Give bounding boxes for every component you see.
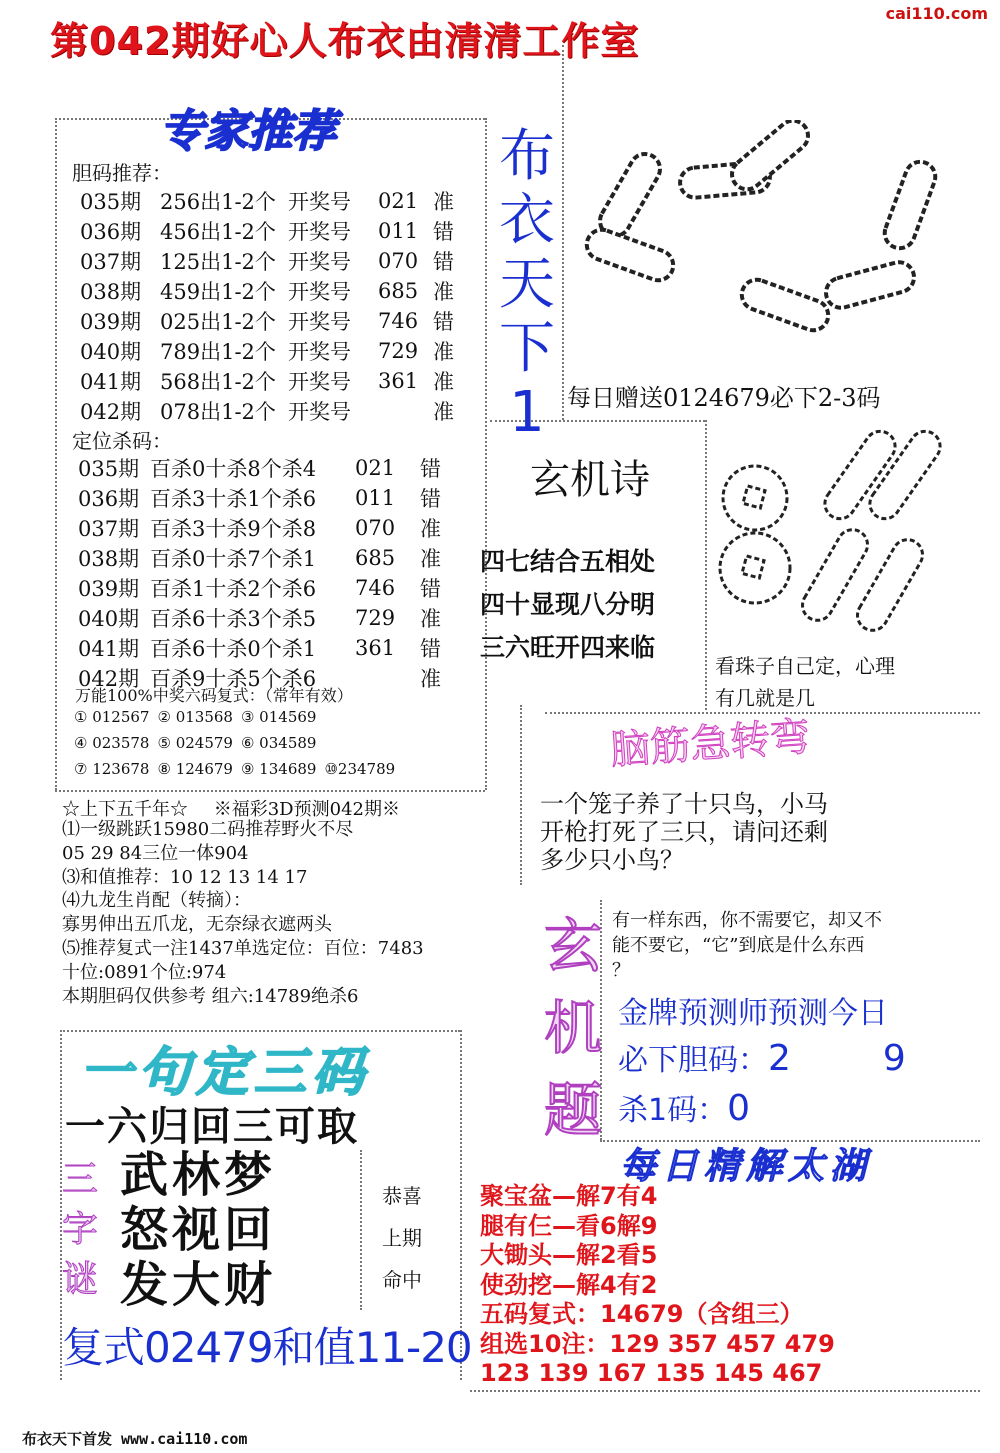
riddle-words	[120, 1148, 276, 1313]
table-row	[78, 483, 450, 513]
cell-period: 035期	[78, 457, 140, 481]
daily-gift: 每日赠送0124679必下2-3码	[567, 384, 881, 412]
divider	[55, 118, 57, 790]
riddle-char: 玄	[543, 912, 602, 980]
cell-num	[378, 396, 433, 426]
gold-title: 金牌预测师预测今日	[618, 996, 888, 1031]
taihu-line: 腿有仨—看6解9	[480, 1211, 658, 1240]
six-set: ⑨ 134689	[240, 760, 317, 778]
brain-line: 开枪打死了三只，请问还剩	[540, 818, 828, 846]
cell-pick: 256出1-2个	[160, 190, 276, 214]
must-label: 必下胆码：	[618, 1043, 768, 1078]
brain-heading: 脑筋急转弯	[608, 714, 812, 774]
cell-period: 037期	[78, 517, 140, 541]
cell-num: 021	[355, 456, 396, 480]
sentence-line: 一六归回三可取	[65, 1104, 359, 1150]
six-sets	[74, 708, 403, 786]
cell-result: 准	[420, 517, 441, 541]
riddle-line: 能不要它，“它”到底是什么东西	[612, 935, 865, 956]
cell-result: 准	[420, 547, 441, 571]
brain-line: 多少只小鸟？	[540, 846, 684, 874]
history-line: 十位:0891个位:974	[62, 961, 227, 983]
divider	[55, 790, 485, 792]
cell-pick: 456出1-2个	[160, 220, 276, 244]
cell-pick: 百杀0十杀7个杀1	[150, 547, 317, 571]
riddle-question	[612, 908, 882, 983]
cell-pick: 125出1-2个	[160, 250, 276, 274]
kill-table	[78, 453, 450, 693]
poem-line: 三六旺开四来临	[480, 633, 656, 662]
table-row	[80, 276, 463, 306]
cell-num: 685	[378, 279, 419, 303]
taihu-line: 使劲挖—解4有2	[480, 1270, 658, 1299]
cell-label: 开奖号	[288, 370, 351, 394]
six-set: ⑥ 034589	[240, 734, 317, 752]
budi-char: 衣	[499, 188, 555, 253]
table-row	[80, 366, 463, 396]
history-line: 本期胆码仅供参考 组六:14789绝杀6	[62, 985, 359, 1007]
poem-line: 四十显现八分明	[480, 590, 656, 619]
six-set: ① 012567	[74, 708, 150, 726]
history-line: ⑸推荐复式一注1437单选定位：百位：7483	[62, 937, 424, 959]
dan-title: 胆码推荐：	[72, 161, 172, 185]
must-a: 2	[768, 1038, 791, 1079]
cell-pick: 百杀3十杀9个杀8	[150, 517, 317, 541]
congrats	[382, 1175, 422, 1301]
cell-pick: 百杀6十杀0个杀1	[150, 637, 317, 661]
riddle-word: 武林梦	[120, 1147, 277, 1203]
footer-text[interactable]: 布衣天下首发 www.cai110.com	[22, 1430, 248, 1448]
poem-line: 四七结合五相处	[480, 547, 656, 576]
kill-label: 杀1码：	[618, 1093, 728, 1128]
divider	[705, 420, 707, 710]
table-row	[80, 336, 463, 366]
cell-pick: 百杀9十杀5个杀6	[150, 667, 317, 691]
history-head-right: ※福彩3D预测042期※	[213, 799, 400, 820]
budi-char: 下	[499, 316, 555, 381]
six-set: ⑩234789	[324, 760, 396, 778]
cell-period: 041期	[80, 370, 142, 394]
expert-heading: 专家推荐	[160, 106, 336, 157]
history-line: ⑶和值推荐：10 12 13 14 17	[62, 866, 308, 888]
cell-result: 准	[420, 607, 441, 631]
table-row	[80, 186, 463, 216]
cell-period: 037期	[80, 250, 142, 274]
history-line: ⑴一级跳跃15980二码推荐野火不尽	[62, 819, 354, 840]
cell-result: 准	[433, 400, 454, 424]
cell-num: 070	[378, 249, 419, 273]
table-row	[78, 543, 450, 573]
history-line: 寡男伸出五爪龙，无奈绿衣遮两头	[62, 914, 332, 936]
cell-num: 361	[355, 636, 396, 660]
cell-result: 错	[420, 637, 441, 661]
riddle-vertical	[538, 905, 608, 1151]
cell-period: 038期	[78, 547, 140, 571]
cell-period: 039期	[80, 310, 142, 334]
kill-val: 0	[727, 1088, 750, 1129]
budi-char: 布	[499, 124, 555, 189]
history-head-left: ☆上下五千年☆	[62, 799, 188, 820]
history-line: 05 29 84三位一体904	[62, 842, 249, 864]
cell-label: 开奖号	[288, 340, 351, 364]
table-row	[80, 246, 463, 276]
cell-pick: 459出1-2个	[160, 280, 276, 304]
budi-char: 1	[509, 380, 545, 445]
cell-pick: 百杀3十杀1个杀6	[150, 487, 317, 511]
cell-label: 开奖号	[288, 400, 351, 424]
cell-num: 070	[355, 516, 396, 540]
cell-label: 开奖号	[288, 310, 351, 334]
divider	[520, 705, 522, 885]
budi-vertical	[497, 125, 557, 445]
divider	[485, 118, 487, 790]
cell-result: 准	[433, 280, 454, 304]
table-row	[80, 396, 463, 426]
six-set: ② 013568	[157, 708, 233, 726]
cell-period: 042期	[78, 667, 140, 691]
cell-label: 开奖号	[288, 190, 351, 214]
side-char: 谜	[62, 1259, 99, 1300]
coins-sketch	[710, 420, 960, 650]
brain-line: 一个笼子养了十只鸟，小马	[540, 790, 828, 818]
must-b: 9	[882, 1038, 906, 1079]
beads-line: 有几就是几	[715, 686, 815, 710]
six-set-row	[74, 708, 403, 734]
six-set: ③ 014569	[240, 708, 317, 726]
cell-label: 开奖号	[288, 280, 351, 304]
cell-num: 011	[355, 486, 396, 510]
cell-result: 准	[420, 667, 441, 691]
cell-result: 准	[433, 190, 454, 214]
riddle-line: 有一样东西，你不需要它，却又不	[612, 910, 882, 931]
taihu-heading: 每日精解太湖	[620, 1145, 873, 1187]
cell-num: 011	[378, 219, 419, 243]
cell-num: 746	[378, 309, 419, 333]
cell-num: 729	[355, 606, 396, 630]
cell-result: 准	[433, 370, 454, 394]
riddle-char: 题	[543, 1076, 602, 1144]
cell-pick: 百杀1十杀2个杀6	[150, 577, 317, 601]
cell-period: 040期	[80, 340, 142, 364]
cell-label: 开奖号	[288, 220, 351, 244]
cell-result: 错	[420, 457, 441, 481]
riddle-char: 机	[543, 994, 602, 1062]
congrats-line: 上期	[382, 1226, 422, 1250]
cell-label: 开奖号	[288, 250, 351, 274]
cell-result: 错	[433, 220, 454, 244]
six-title: 万能100%中奖六码复式：（常年有效）	[75, 686, 353, 705]
table-row	[78, 513, 450, 543]
dan-table	[80, 186, 463, 426]
sentence-heading: 一句定三码	[80, 1042, 371, 1103]
taihu-line: 聚宝盆—解7有4	[480, 1182, 658, 1210]
table-row	[80, 306, 463, 336]
taihu-line: 五码复式：14679（含组三）	[480, 1300, 804, 1328]
cell-result: 错	[420, 487, 441, 511]
poem-lines	[480, 540, 655, 669]
must-row	[618, 1035, 906, 1079]
divider	[360, 1150, 362, 1310]
cell-period: 042期	[80, 400, 142, 424]
six-set: ⑤ 024579	[157, 734, 233, 752]
cell-period: 035期	[80, 190, 142, 214]
divider	[562, 45, 564, 420]
taihu-line: 组选10注：129 357 457 479	[480, 1329, 835, 1358]
cell-period: 039期	[78, 577, 140, 601]
riddle-side-label	[62, 1155, 98, 1305]
riddle-word: 发大财	[120, 1257, 277, 1313]
cell-pick: 789出1-2个	[160, 340, 276, 364]
table-row	[78, 633, 450, 663]
cell-pick: 025出1-2个	[160, 310, 276, 334]
cell-result: 错	[433, 250, 454, 274]
site-name[interactable]: cai110.com	[885, 4, 988, 23]
cell-result: 错	[420, 577, 441, 601]
cell-num: 729	[378, 339, 419, 363]
page-title: 第042期好心人布衣由清清工作室	[50, 19, 640, 63]
cell-result: 准	[433, 340, 454, 364]
cell-period: 040期	[78, 607, 140, 631]
budi-char: 天	[499, 252, 555, 317]
cell-num: 685	[355, 546, 396, 570]
six-set: ⑦ 123678	[74, 760, 150, 778]
cell-period: 036期	[78, 487, 140, 511]
side-char: 三	[62, 1159, 99, 1200]
six-set-row	[74, 734, 403, 760]
sticks-sketch	[565, 120, 965, 380]
compound-text: 复式02479和值11-20	[62, 1323, 472, 1372]
cell-pick: 百杀6十杀3个杀5	[150, 607, 317, 631]
cell-pick: 078出1-2个	[160, 400, 276, 424]
table-row	[80, 216, 463, 246]
cell-num: 746	[355, 576, 396, 600]
cell-pick: 百杀0十杀8个杀4	[150, 457, 317, 481]
taihu-line: 大锄头—解2看5	[480, 1241, 658, 1269]
cell-num	[355, 663, 420, 693]
taihu-lines	[480, 1182, 835, 1389]
taihu-line: 123 139 167 135 145 467	[480, 1359, 823, 1387]
congrats-line: 恭喜	[382, 1184, 422, 1208]
cell-period: 038期	[80, 280, 142, 304]
cell-num: 361	[378, 369, 419, 393]
beads-line: 看珠子自己定，心理	[715, 654, 895, 678]
cell-pick: 568出1-2个	[160, 370, 276, 394]
congrats-line: 命中	[382, 1268, 422, 1292]
cell-period: 041期	[78, 637, 140, 661]
cell-num: 021	[378, 189, 419, 213]
six-set: ④ 023578	[74, 734, 150, 752]
side-char: 字	[62, 1209, 99, 1250]
riddle-word: 怒视回	[120, 1202, 277, 1258]
table-row	[78, 453, 450, 483]
poem-heading: 玄机诗	[530, 457, 650, 503]
brain-question	[540, 790, 828, 874]
six-set-row	[74, 760, 403, 786]
table-row	[78, 573, 450, 603]
table-row	[78, 603, 450, 633]
riddle-line: ？	[612, 960, 630, 981]
history-line: ⑷九龙生肖配（转摘）：	[62, 890, 251, 912]
kill-row	[618, 1085, 750, 1129]
divider	[470, 1390, 980, 1392]
six-set: ⑧ 124679	[157, 760, 233, 778]
history-lines	[62, 818, 424, 1008]
cell-result: 错	[433, 310, 454, 334]
kill-title: 定位杀码：	[72, 429, 172, 453]
cell-period: 036期	[80, 220, 142, 244]
